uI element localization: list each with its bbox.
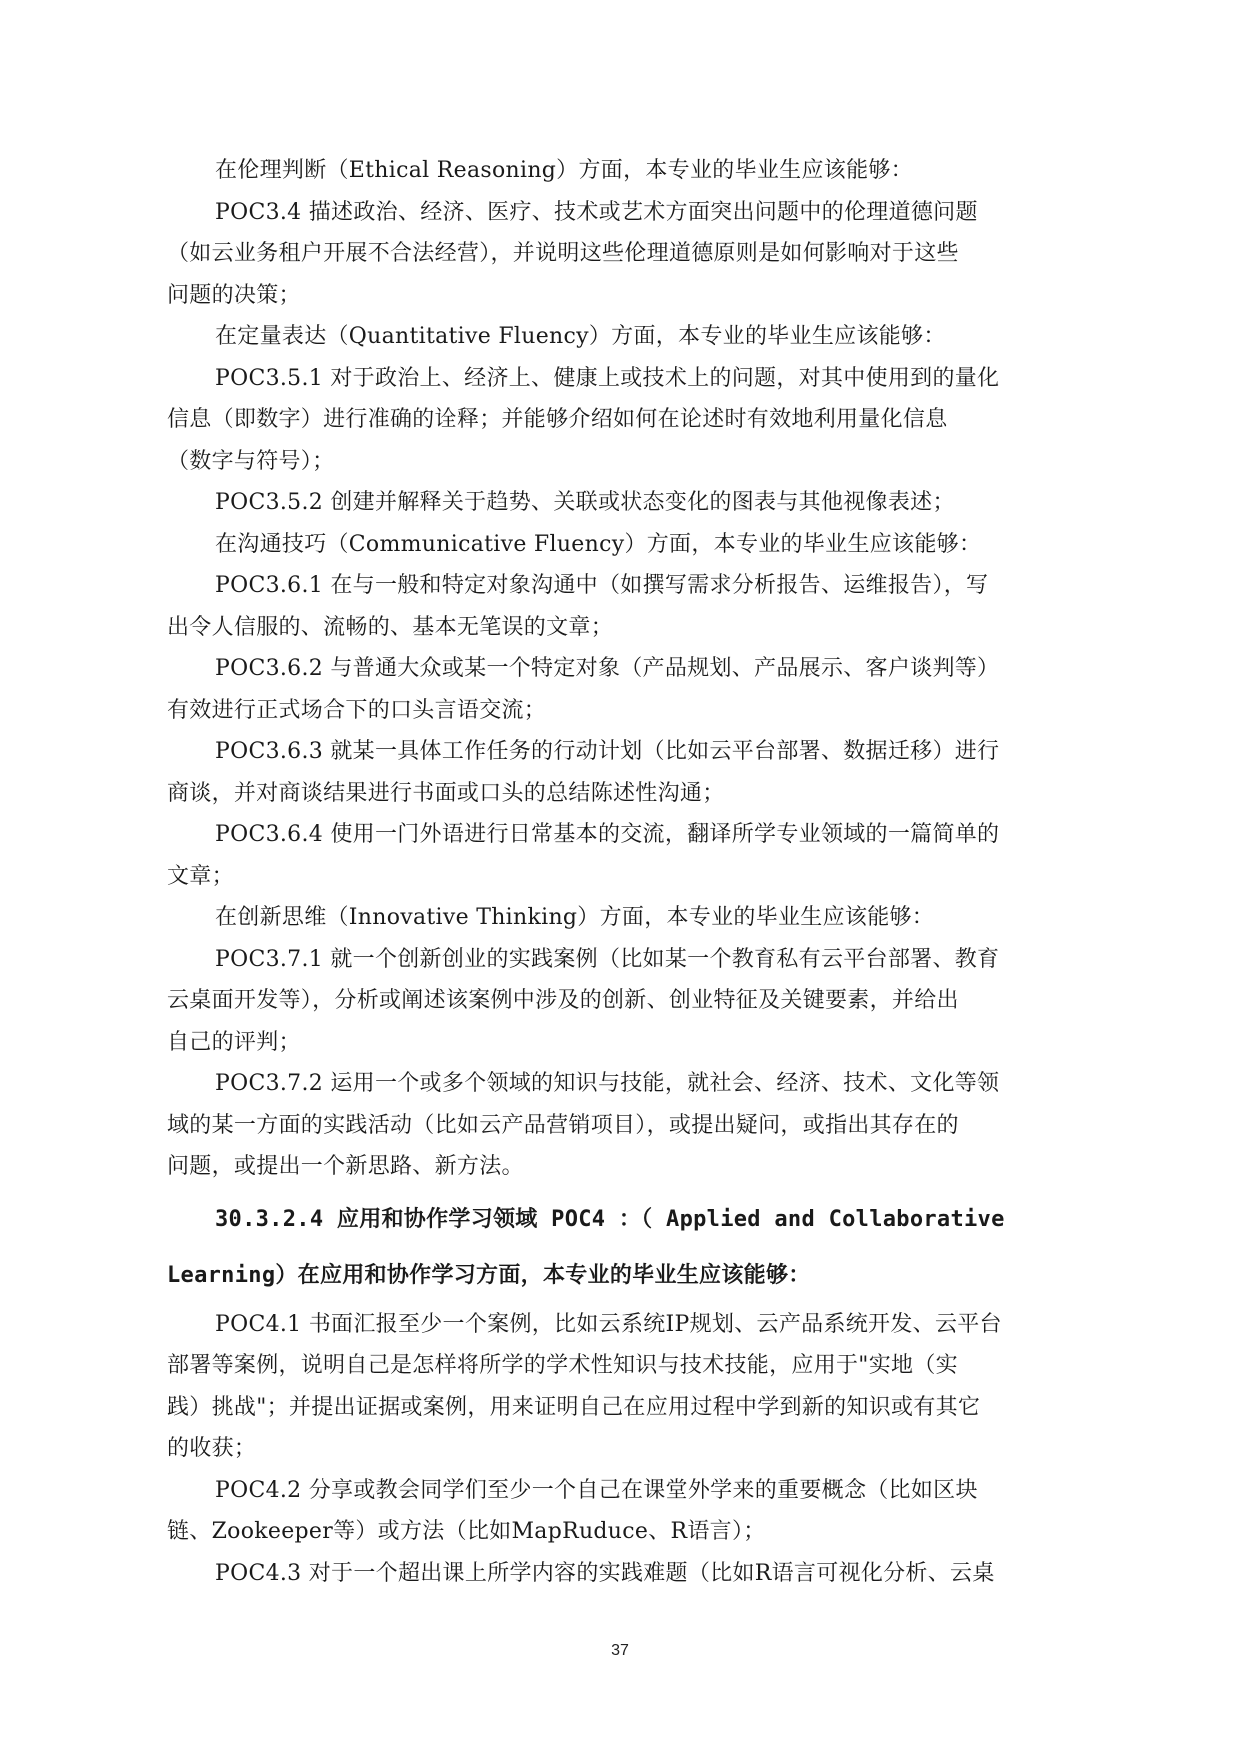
paragraph-line: 的收获；	[167, 1436, 257, 1461]
paragraph-line: POC3.4 描述政治、经济、医疗、技术或艺术方面突出问题中的伦理道德问题	[215, 199, 978, 225]
paragraph-line: 部署等案例，说明自己是怎样将所学的学术性知识与技术技能，应用于"实地（实	[167, 1353, 958, 1378]
paragraph-line: 有效进行正式场合下的口头言语交流；	[167, 697, 547, 723]
section-intro-quantitative: 在定量表达（Quantitative Fluency）方面，本专业的毕业生应该能够：	[215, 324, 946, 349]
paragraph-line: 信息（即数字）进行准确的诠释；并能够介绍如何在论述时有效地利用量化信息	[167, 407, 948, 432]
paragraph-line: 问题的决策；	[167, 282, 301, 308]
section-intro-innovative: 在创新思维（Innovative Thinking）方面，本专业的毕业生应该能够：	[215, 905, 935, 930]
paragraph-line: POC3.6.1 在与一般和特定对象沟通中（如撰写需求分析报告、运维报告），写	[215, 573, 989, 598]
paragraph-line: 域的某一方面的实践活动（比如云产品营销项目），或提出疑问，或指出其存在的	[167, 1112, 959, 1138]
paragraph-line: 链、Zookeeper等）或方法（比如MapRuduce、R语言）；	[167, 1519, 766, 1544]
paragraph-line: 问题，或提出一个新思路、新方法。	[167, 1154, 524, 1179]
section-heading: 30.3.2.4 应用和协作学习领域 POC4 ：（ Applied and Collaborative	[215, 1206, 1005, 1232]
paragraph-line: POC3.6.2 与普通大众或某一个特定对象（产品规划、产品展示、客户谈判等）	[215, 656, 1000, 681]
paragraph-line: （数字与符号）；	[167, 448, 335, 474]
paragraph-line: POC4.2 分享或教会同学们至少一个自己在课堂外学来的重要概念（比如区块	[215, 1477, 978, 1503]
paragraph-line: 云桌面开发等），分析或阐述该案例中涉及的创新、创业特征及关键要素，并给出	[167, 988, 959, 1013]
paragraph-line: POC4.1 书面汇报至少一个案例，比如云系统IP规划、云产品系统开发、云平台	[215, 1311, 1002, 1337]
paragraph-line: POC3.5.2 创建并解释关于趋势、关联或状态变化的图表与其他视像表述；	[215, 490, 955, 515]
paragraph-line: 自己的评判；	[167, 1029, 301, 1055]
paragraph-line: POC4.3 对于一个超出课上所学内容的实践难题（比如R语言可视化分析、云桌	[215, 1560, 995, 1586]
paragraph-line: POC3.7.1 就一个创新创业的实践案例（比如某一个教育私有云平台部署、教育	[215, 946, 1000, 972]
paragraph-line: POC3.5.1 对于政治上、经济上、健康上或技术上的问题，对其中使用到的量化	[215, 365, 1000, 391]
paragraph-line: 出令人信服的、流畅的、基本无笔误的文章；	[167, 614, 614, 640]
paragraph-line: 践）挑战"；并提出证据或案例，用来证明自己在应用过程中学到新的知识或有其它	[167, 1394, 981, 1420]
paragraph-line: 文章；	[167, 863, 234, 889]
paragraph-line: POC3.7.2 运用一个或多个领域的知识与技能，就社会、经济、技术、文化等领	[215, 1071, 1000, 1096]
paragraph-line: （如云业务租户开展不合法经营），并说明这些伦理道德原则是如何影响对于这些	[167, 241, 959, 266]
section-intro-ethical: 在伦理判断（Ethical Reasoning）方面，本专业的毕业生应该能够：	[215, 158, 913, 183]
paragraph-line: 商谈，并对商谈结果进行书面或口头的总结陈述性沟通；	[167, 780, 725, 806]
section-intro-communicative: 在沟通技巧（Communicative Fluency）方面，本专业的毕业生应该能够：	[215, 531, 982, 557]
section-heading-continued: Learning）在应用和协作学习方面，本专业的毕业生应该能够：	[167, 1262, 811, 1288]
page-number: 37	[611, 1642, 629, 1659]
paragraph-line: POC3.6.4 使用一门外语进行日常基本的交流，翻译所学专业领域的一篇简单的	[215, 822, 1000, 847]
document-body	[167, 150, 1077, 1594]
paragraph-line: POC3.6.3 就某一具体工作任务的行动计划（比如云平台部署、数据迁移）进行	[215, 739, 1000, 764]
